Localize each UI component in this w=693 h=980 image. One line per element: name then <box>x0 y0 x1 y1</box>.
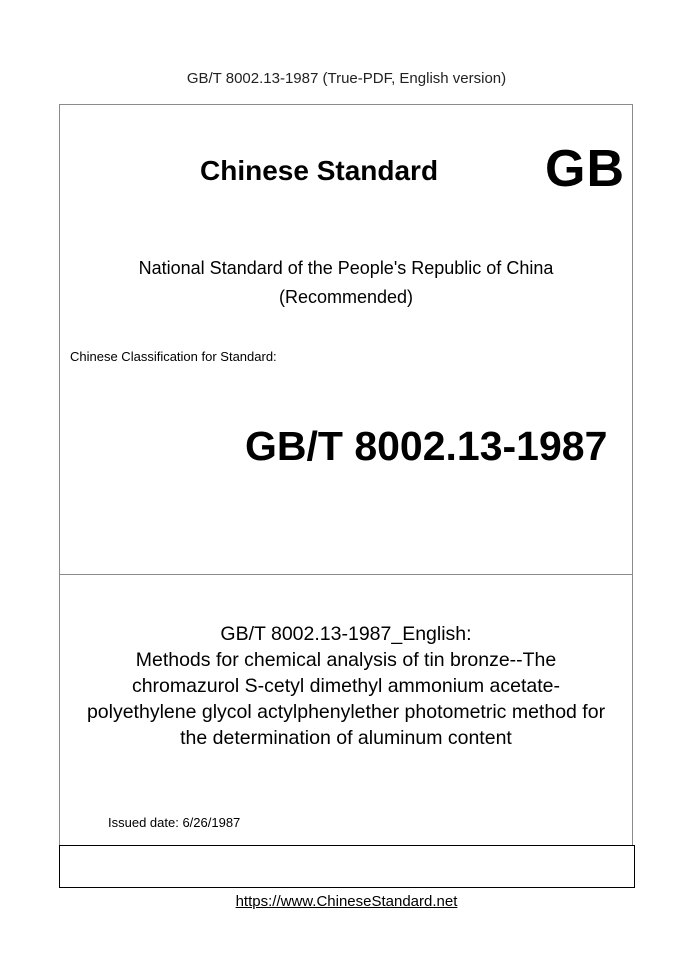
title-line: chromazurol S-cetyl dimethyl ammonium acetate- <box>131 675 561 697</box>
title-line: GB/T 8002.13-1987_English: <box>220 623 472 645</box>
standard-code: GB/T 8002.13-1987 <box>245 423 608 469</box>
page-header: GB/T 8002.13-1987 (True-PDF, English version) <box>186 70 507 87</box>
national-standard-line: National Standard of the People's Republic of China <box>138 258 554 278</box>
issued-date: Issued date: 6/26/1987 <box>108 815 241 830</box>
recommended-label: (Recommended) <box>278 287 414 307</box>
gb-mark: GB <box>545 140 625 198</box>
classification-label: Chinese Classification for Standard: <box>70 349 277 364</box>
title-line: polyethylene glycol actylphenylether photometric method for <box>86 701 606 723</box>
document-title <box>59 621 633 751</box>
title-line: Methods for chemical analysis of tin bronze--The <box>135 649 557 671</box>
chinese-standard-heading: Chinese Standard <box>200 155 439 186</box>
website-link[interactable]: https://www.ChineseStandard.net <box>235 893 458 910</box>
cover-footer-box <box>59 845 635 888</box>
title-line: the determination of aluminum content <box>180 727 512 749</box>
